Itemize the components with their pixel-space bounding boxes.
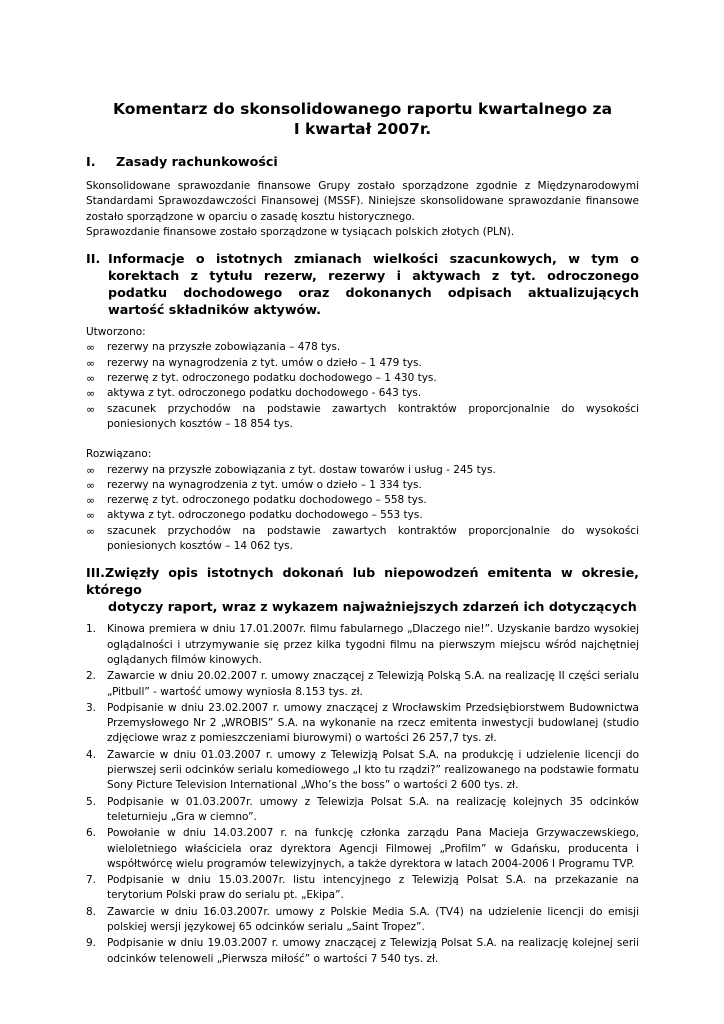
list-item: 1. Kinowa premiera w dniu 17.01.2007r. filmu fabularnego „Dlaczego nie!”. Uzyskanie bardzo wysokiej oglądalności i utrzymywanie się przez kilka tygodni filmu na pierwszym miejscu wśród najchętniej oglądanych filmów kinowych. bbox=[86, 623, 639, 666]
infinity-bullet-icon: ∞ bbox=[86, 402, 96, 416]
list-item: ∞ rezerwę z tyt. odroczonego podatku dochodowego – 558 tys. bbox=[86, 494, 427, 508]
section-2-heading bbox=[86, 250, 639, 318]
list-item: ∞ rezerwę z tyt. odroczonego podatku dochodowego – 1 430 tys. bbox=[86, 372, 437, 386]
title-line-2: I kwartał 2007r. bbox=[293, 120, 432, 138]
title-line-1: Komentarz do skonsolidowanego raportu kwartalnego za bbox=[112, 100, 613, 118]
infinity-bullet-icon: ∞ bbox=[86, 356, 96, 370]
created-list bbox=[86, 340, 639, 432]
infinity-bullet-icon: ∞ bbox=[86, 387, 96, 401]
infinity-bullet-icon: ∞ bbox=[86, 524, 96, 538]
section-1-number: I. bbox=[86, 154, 96, 169]
infinity-bullet-icon: ∞ bbox=[86, 372, 96, 386]
infinity-bullet-icon: ∞ bbox=[86, 463, 96, 477]
list-item: ∞ szacunek przychodów na podstawie zawartych kontraktów proporcjonalnie do wysokości poniesionych kosztów – 14 062 tys. bbox=[86, 524, 639, 555]
section-1-paragraph-2: Sprawozdanie finansowe zostało sporządzone w tysiącach polskich złotych (PLN). bbox=[86, 225, 515, 238]
document-page bbox=[86, 99, 639, 968]
events-list bbox=[86, 622, 639, 967]
section-2-title: Informacje o istotnych zmianach wielkości szacunkowych, w tym o korektach z tytułu rezerw, rezerwy i aktywach z tyt. odroczonego podatku dochodowego oraz dokonanych odpisach aktualizujących wartość składników aktywów. bbox=[108, 251, 639, 318]
infinity-bullet-icon: ∞ bbox=[86, 494, 96, 508]
section-1-paragraph-1: Skonsolidowane sprawozdanie finansowe Grupy zostało sporządzone zgodnie z Międzynarodowymi Standardami Sprawozdawczości Finansowej (MSSF). Niniejsze skonsolidowane sprawozdanie finansowe zostało sporządzone w oparciu o zasadę kosztu historycznego. bbox=[86, 180, 639, 223]
list-item: ∞ rezerwy na wynagrodzenia z tyt. umów o dzieło – 1 334 tys. bbox=[86, 478, 422, 492]
list-item: 2. Zawarcie w dniu 20.02.2007 r. umowy znaczącej z Telewizją Polską S.A. na realizację II części serialu „Pitbull” - wartość umowy wyniosła 8.153 tys. zł. bbox=[86, 670, 639, 698]
list-item: ∞ rezerwy na przyszłe zobowiązania – 478 tys. bbox=[86, 341, 341, 355]
list-item: ∞ rezerwy na przyszłe zobowiązania z tyt. dostaw towarów i usług - 245 tys. bbox=[86, 463, 496, 477]
created-label: Utworzono: bbox=[86, 326, 146, 339]
section-1-title: Zasady rachunkowości bbox=[116, 154, 278, 169]
document-title bbox=[86, 99, 639, 139]
list-item: ∞ aktywa z tyt. odroczonego podatku dochodowego – 553 tys. bbox=[86, 509, 423, 523]
list-item: ∞ rezerwy na wynagrodzenia z tyt. umów o dzieło – 1 479 tys. bbox=[86, 356, 422, 370]
section-3-heading bbox=[86, 564, 639, 615]
infinity-bullet-icon: ∞ bbox=[86, 341, 96, 355]
released-label: Rozwiązano: bbox=[86, 448, 152, 461]
released-list bbox=[86, 463, 639, 555]
list-item: 3. Podpisanie w dniu 23.02.2007 r. umowy znaczącej z Wrocławskim Przedsiębiorstwem Budownictwa Przemysłowego Nr 2 „WROBIS” S.A. na wykonanie na rzecz emitenta inwestycji budowlanej (studio zdjęciowe wraz z pomieszczeniami biurowymi) o wartości 26 257,7 tys. zł. bbox=[86, 701, 639, 745]
list-item: 9. Podpisanie w dniu 19.03.2007 r. umowy znaczącej z Telewizją Polsat S.A. na realizację kolejnej serii odcinków telenoweli „Pierwsza miłość” o wartości 7 540 tys. zł. bbox=[86, 937, 639, 965]
list-item: 6. Powołanie w dniu 14.03.2007 r. na funkcję członka zarządu Pana Macieja Grzywaczewskiego, wieloletniego właściciela oraz dyrektora Agencji Filmowej „Profilm” w Gdańsku, producenta i współtwórcę wielu programów telewizyjnych, a także dyrektora w latach 2004-2006 I Programu TVP. bbox=[86, 827, 639, 870]
list-item: ∞ szacunek przychodów na podstawie zawartych kontraktów proporcjonalnie do wysokości poniesionych kosztów – 18 854 tys. bbox=[86, 402, 639, 433]
list-item: 8. Zawarcie w dniu 16.03.2007r. umowy z Polskie Media S.A. (TV4) na udzielenie licencji do emisji polskiej wersji językowej 65 odcinków serialu „Saint Tropez”. bbox=[86, 905, 639, 933]
section-3-title-line-1: III.Zwięzły opis istotnych dokonań lub niepowodzeń emitenta w okresie, którego bbox=[86, 565, 639, 598]
section-2-number: II. bbox=[86, 251, 101, 267]
list-item: 4. Zawarcie w dniu 01.03.2007 r. umowy z Telewizją Polsat S.A. na produkcję i udzielenie licencji do pierwszej serii odcinków serialu komediowego „I kto tu rządzi?” realizowanego na podstawie formatu Sony Picture Television International „Who’s the boss” o wartości 2 600 tys. zł. bbox=[86, 748, 639, 792]
section-1-heading bbox=[86, 153, 639, 170]
infinity-bullet-icon: ∞ bbox=[86, 478, 96, 492]
list-item: 7. Podpisanie w dniu 15.03.2007r. listu intencyjnego z Telewizją Polsat S.A. na przekazanie na terytorium Polski praw do serialu pt. „Ekipa”. bbox=[86, 874, 639, 902]
list-item: 5. Podpisanie w 01.03.2007r. umowy z Telewizja Polsat S.A. na realizację kolejnych 35 odcinków teleturnieju „Gra w ciemno”. bbox=[86, 795, 639, 823]
infinity-bullet-icon: ∞ bbox=[86, 509, 96, 523]
section-3-title-line-2: dotyczy raport, wraz z wykazem najważniejszych zdarzeń ich dotyczących bbox=[108, 599, 637, 615]
list-item: ∞ aktywa z tyt. odroczonego podatku dochodowego - 643 tys. bbox=[86, 387, 422, 401]
